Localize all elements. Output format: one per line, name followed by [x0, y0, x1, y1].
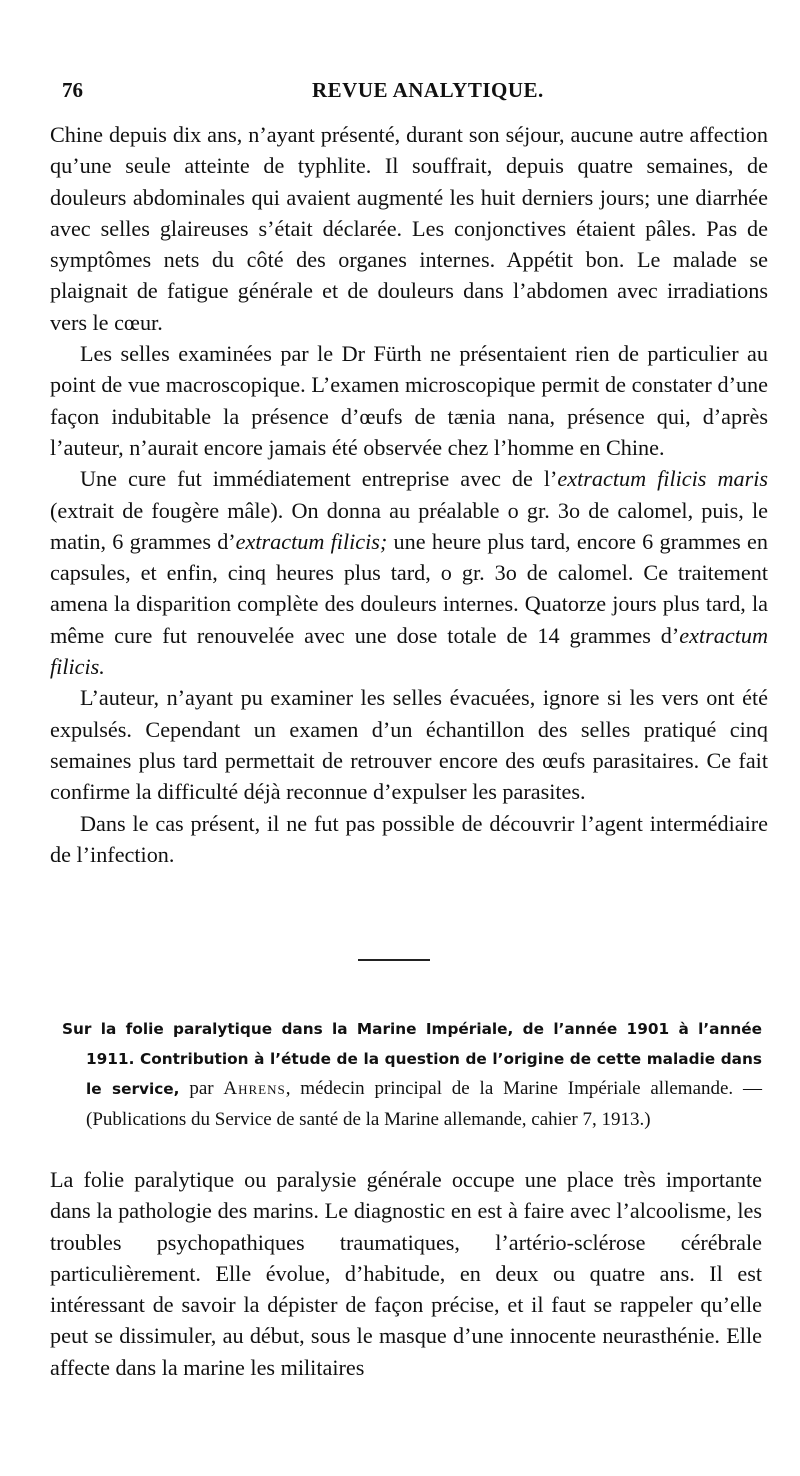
- journal-title: REVUE ANALYTIQUE.: [312, 78, 544, 102]
- text-run: une heure plus tard, encore 6 grammes en capsules, et enfin, cinq heures plus tard, o gr. 3o de calomel. Ce traitement amena la disparition complète des douleurs internes. Quatorze jours plus tard, la même cure fut renouvelée avec une dose totale de 14 grammes d’: [50, 528, 768, 648]
- paragraph: Les selles examinées par le Dr Fürth ne présentaient rien de particulier au point de vue macroscopique. L’examen microscopique permit de constater d’une façon indubitable la présence d’œufs de tænia nana, présence qui, d’après l’auteur, n’aurait encore jamais été observée chez l’homme en Chine.: [50, 341, 768, 460]
- article-by: par: [179, 1078, 224, 1099]
- italic-term: extractum filicis;: [235, 528, 388, 554]
- paragraph: Chine depuis dix ans, n’ayant présenté, durant son séjour, aucune autre affection qu’une seule atteinte de typhlite. Il souffrait, depuis quatre semaines, de douleurs abdominales qui avaient augmenté les huit derniers jours; une diarrhée avec selles glaireuses s’était déclarée. Les conjonctives étaient pâles. Pas de symptômes nets du côté des organes internes. Appétit bon. Le malade se plaignait de fatigue générale et de douleurs dans l’abdomen avec irradiations vers le cœur.: [50, 122, 768, 335]
- page-number: 76: [62, 78, 83, 102]
- article-title: Sur la folie paralytique dans la Marine Impériale, de l’année 1901 à l’année 1911. Contribution à l’étude de la question de l’origine de cette maladie dans le service,: [62, 1020, 762, 1098]
- text-run: Une cure fut immédiatement entreprise avec de l’: [80, 466, 558, 492]
- text-run: (extrait de fougère mâle). On donna au préalable o gr. 3o de calomel, puis, le matin, 6 grammes d’: [50, 497, 768, 554]
- running-head: [62, 78, 742, 108]
- paragraph: [50, 463, 768, 682]
- paragraph: La folie paralytique ou paralysie générale occupe une place très importante dans la pathologie des marins. Le diagnostic en est à faire avec l’alcoolisme, les troubles psychopathiques traumatiques, l’artério-sclérose cérébrale particulièrement. Elle évolue, d’habitude, en deux ou quatre ans. Il est intéressant de savoir la dépister de façon précise, et il faut se rappeler qu’elle peut se dissimuler, au début, sous le masque d’une innocente neurasthénie. Elle affecte dans la marine les militaires: [50, 1167, 762, 1380]
- article-citation: , médecin principal de la Marine Impériale allemande. — (Publications du Service de santé de la Marine allemande, cahier 7, 1913.): [86, 1078, 762, 1130]
- paragraph: L’auteur, n’ayant pu examiner les selles évacuées, ignore si les vers ont été expulsés. Cependant un examen d’un échantillon des selles pratiqué cinq semaines plus tard permettait de retrouver encore des œufs parasitaires. Ce fait confirme la difficulté déjà reconnue d’expulser les parasites.: [50, 685, 768, 805]
- italic-term: extractum filicis maris: [557, 466, 768, 492]
- article-author: Ahrens: [223, 1078, 286, 1099]
- paragraph: Dans le cas présent, il ne fut pas possible de découvrir l’agent intermédiaire de l’infection.: [50, 810, 768, 867]
- previous-article-continuation: [50, 119, 768, 870]
- italic-term: extractum filicis.: [50, 622, 768, 680]
- article-header: [62, 1015, 762, 1135]
- article-body: [50, 1164, 762, 1383]
- section-divider: [358, 959, 430, 961]
